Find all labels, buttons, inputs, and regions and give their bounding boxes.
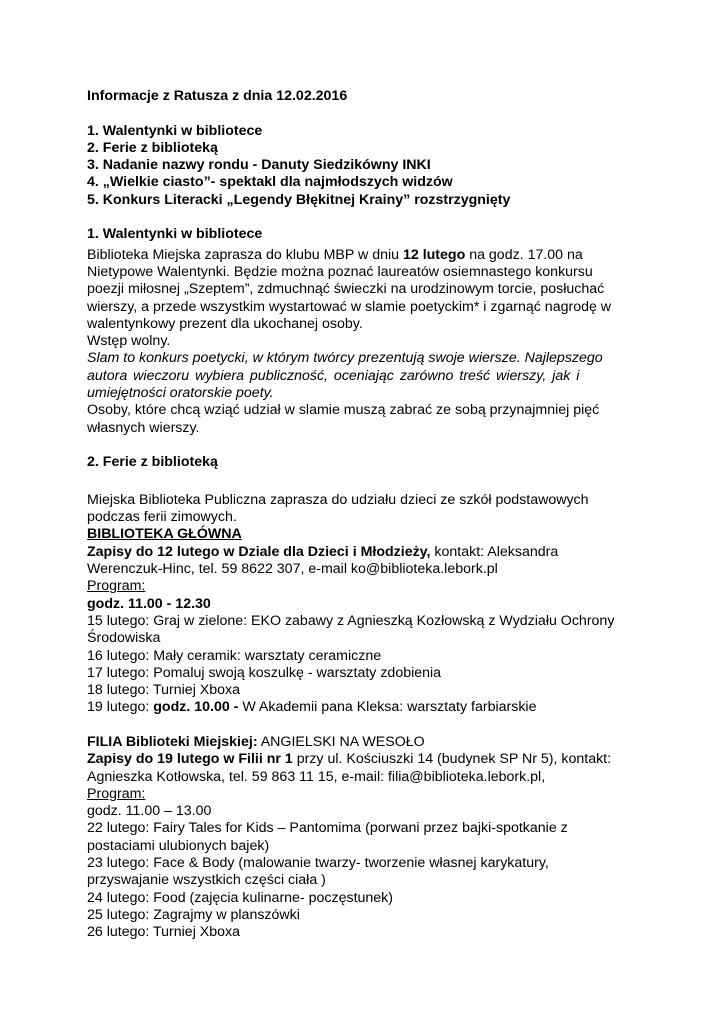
section-heading: 1. Walentynki w bibliotece xyxy=(87,226,263,243)
toc-item: 3. Nadanie nazwy rondu - Danuty Siedzikówny INKI xyxy=(87,157,431,174)
program-item: 16 lutego: Mały ceramik: warsztaty ceramiczne xyxy=(87,647,382,664)
paragraph-line: Miejska Biblioteka Publiczna zaprasza do udziału dzieci ze szkół podstawowych xyxy=(87,491,589,508)
entry-note: Wstęp wolny. xyxy=(87,333,171,350)
paragraph-line: Biblioteka Miejska zaprasza do klubu MBP w dniu 12 lutego na godz. 17.00 na xyxy=(87,246,583,263)
program-item: 22 lutego: Fairy Tales for Kids – Pantomima (porwani przez bajki-spotkanie z xyxy=(87,820,568,837)
toc-item: 4. „Wielkie ciasto”- spektakl dla najmłodszych widzów xyxy=(87,174,453,191)
spacer xyxy=(87,105,647,122)
spacer xyxy=(87,472,647,489)
program-label: Program: xyxy=(87,578,146,595)
paragraph-line: Osoby, które chcą wziąć udział w slamie muszą zabrać ze sobą przynajmniej pięć xyxy=(87,402,600,419)
paragraph-line: własnych wierszy. xyxy=(87,419,200,436)
spacer xyxy=(87,209,647,226)
spacer xyxy=(87,717,647,734)
paragraph-line: Nietypowe Walentynki. Będzie można poznać laureatów osiemnastego konkursu xyxy=(87,263,593,280)
program-hours: godz. 11.00 – 13.00 xyxy=(87,803,212,820)
slam-definition-line: umiejętności oratorskie poety. xyxy=(87,385,274,402)
contact-line: Werenczuk-Hinc, tel. 59 8622 307, e-mail ko@biblioteka.lebork.pl xyxy=(87,561,498,578)
signup-line: Zapisy do 19 lutego w Filii nr 1 przy ul. Kościuszki 14 (budynek SP Nr 5), kontakt: xyxy=(87,751,612,768)
program-item: 23 lutego: Face & Body (malowanie twarzy- tworzenie własnej karykatury, xyxy=(87,855,549,872)
contact-line: Agnieszka Kotłowska, tel. 59 863 11 15, e-mail: filia@biblioteka.lebork.pl, xyxy=(87,768,546,785)
paragraph-line: wierszy, a przede wszystkim wystartować w slamie poetyckim* i zgarnąć nagrodę w xyxy=(87,298,612,315)
date-highlight: 12 lutego xyxy=(402,246,466,263)
paragraph-line: podczas ferii zimowych. xyxy=(87,509,237,526)
branch-title: FILIA Biblioteki Miejskiej: ANGIELSKI NA WESOŁO xyxy=(87,733,425,750)
paragraph-line: walentynkowy prezent dla ukochanej osoby. xyxy=(87,315,363,332)
program-item: Środowiska xyxy=(87,630,161,647)
program-item: 26 lutego: Turniej Xboxa xyxy=(87,924,241,941)
document-page xyxy=(87,88,647,942)
main-library-block xyxy=(87,526,647,716)
program-item: postaciami ulubionych bajek) xyxy=(87,837,270,854)
section-heading: 2. Ferie z biblioteką xyxy=(87,454,218,471)
table-of-contents xyxy=(87,123,647,209)
slam-definition-line: autora wieczoru wybiera publiczność, oceniając zarówno treść wierszy, jak i xyxy=(87,367,580,384)
program-item: 15 lutego: Graj w zielone: EKO zabawy z Agnieszką Kozłowską z Wydziału Ochrony xyxy=(87,612,615,629)
section-winter-break xyxy=(87,454,647,941)
paragraph-line: poezji miłosnej „Szeptem”, zdmuchnąć świeczki na urodzinowym torcie, posłuchać xyxy=(87,281,605,298)
program-item: 17 lutego: Pomaluj swoją koszulkę - warsztaty zdobienia xyxy=(87,664,442,681)
program-item: 24 lutego: Food (zajęcia kulinarne- poczęstunek) xyxy=(87,889,393,906)
slam-definition-line: Slam to konkurs poetycki, w którym twórcy prezentują swoje wiersze. Najlepszego xyxy=(87,350,603,367)
signup-line: Zapisy do 12 lutego w Dziale dla Dzieci i Młodzieży, kontakt: Aleksandra xyxy=(87,543,559,560)
program-hours: godz. 11.00 - 12.30 xyxy=(87,595,211,612)
toc-item: 2. Ferie z biblioteką xyxy=(87,139,218,156)
document-title: Informacje z Ratusza z dnia 12.02.2016 xyxy=(87,88,348,104)
main-library-title: BIBLIOTEKA GŁÓWNA xyxy=(87,526,242,543)
toc-item: 5. Konkurs Literacki „Legendy Błękitnej Krainy” rozstrzygnięty xyxy=(87,191,511,208)
branch-library-block xyxy=(87,734,647,942)
program-item: 18 lutego: Turniej Xboxa xyxy=(87,682,241,699)
program-label: Program: xyxy=(87,785,146,802)
spacer xyxy=(87,437,647,454)
section-valentines xyxy=(87,226,647,437)
program-item: 19 lutego: godz. 10.00 - W Akademii pana Kleksa: warsztaty farbiarskie xyxy=(87,699,537,716)
program-item: 25 lutego: Zagrajmy w planszówki xyxy=(87,906,300,923)
program-item: przyswajanie wszystkich części ciała ) xyxy=(87,872,326,889)
toc-item: 1. Walentynki w bibliotece xyxy=(87,122,263,139)
